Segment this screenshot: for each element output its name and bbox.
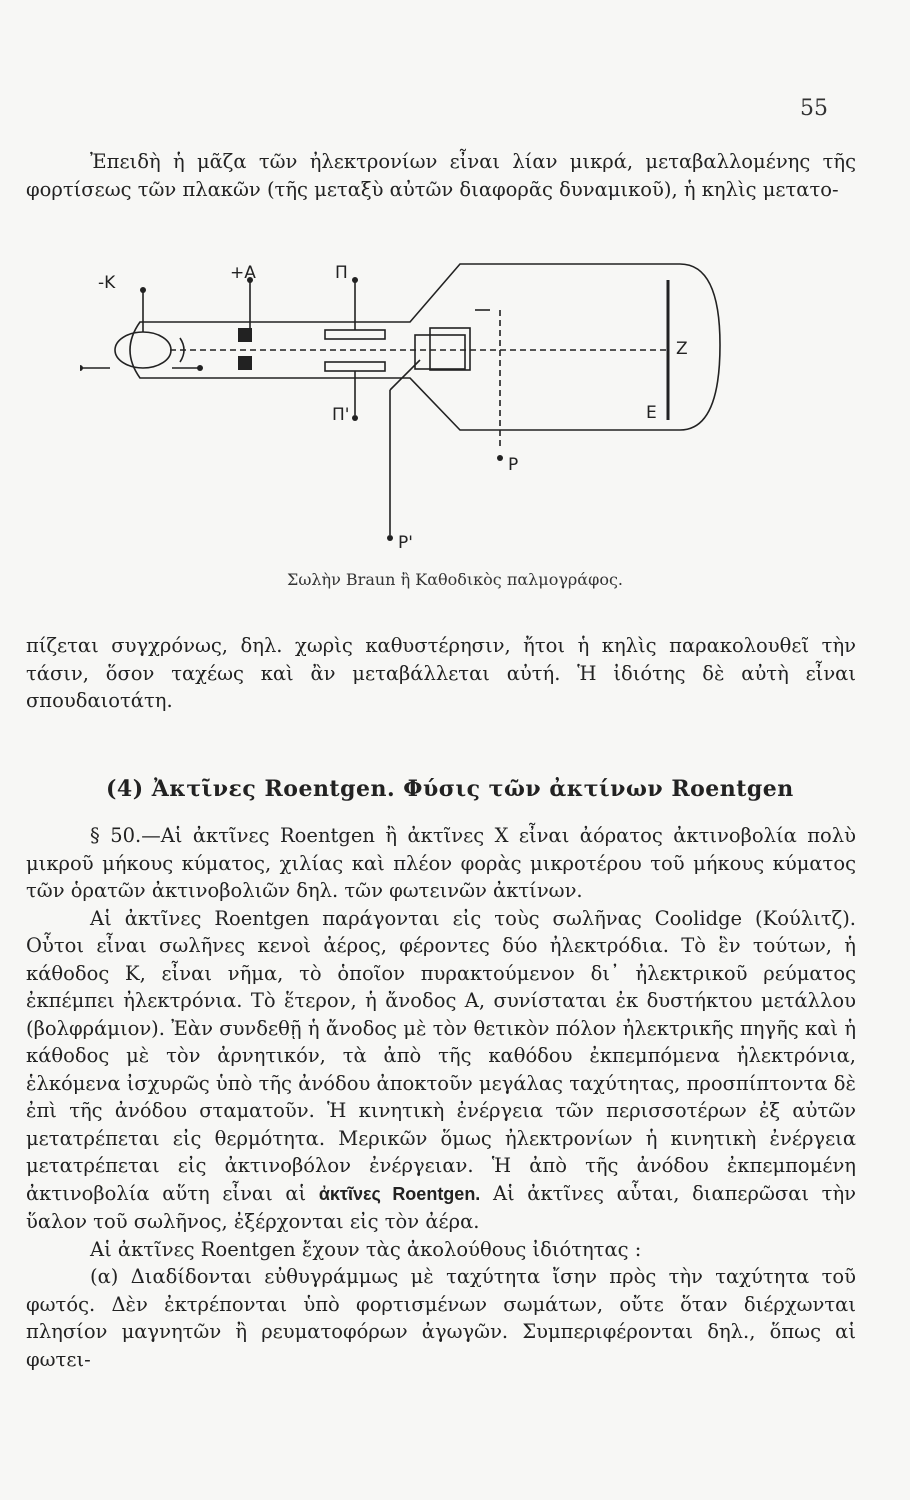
continuation-paragraph: [26, 632, 856, 715]
section-body: [26, 822, 856, 1373]
label-plate-top: Π: [335, 263, 348, 283]
section-heading: (4) Ἀκτῖνες Roentgen. Φύσις τῶν ἀκτίνων Roentgen: [106, 776, 794, 802]
label-p: P: [508, 455, 519, 475]
braun-tube-diagram: [80, 250, 760, 560]
plate-bottom: [325, 362, 385, 371]
section-paragraph-1: § 50.—Αἱ ἀκτῖνες Roentgen ἢ ἀκτῖνες X εἶναι ἀόρατος ἀκτινοβολία πολὺ μικροῦ μήκους κύματος, χιλίας καὶ πλέον φορὰς μικροτέρου τοῦ μήκους κύματος τῶν ὁρατῶν ἀκτινοβολιῶν δηλ. τῶν φωτεινῶν ἀκτίνων.: [26, 824, 856, 902]
label-anode: +A: [230, 263, 256, 283]
label-screen-e: E: [646, 403, 657, 423]
plate-top: [325, 330, 385, 339]
section-paragraph-2: [26, 905, 856, 1236]
cathode-bulb: [115, 332, 171, 368]
caption-after: ἢ Καθοδικὸς παλμογράφος.: [400, 570, 623, 589]
label-screen: Z: [676, 339, 688, 359]
section-paragraph-4: (α) Διαδίδονται εὐθυγράμμως μὲ ταχύτητα ἴσην πρὸς τὴν ταχύτητα τοῦ φωτός. Δὲν ἐκτρέπονται ὑπὸ φορτισμένων σωμάτων, οὔτε ὅταν διέρχωνται πλησίον μαγνητῶν ἢ ρευματοφόρων ἀγωγῶν. Συμπεριφέρονται δηλ., ὅπως αἱ φωτει-: [26, 1265, 856, 1371]
label-p-prime: P': [398, 533, 413, 553]
tube-outline: [130, 264, 720, 430]
caption-before: Σωλὴν: [287, 570, 341, 589]
intro-text: Ἐπειδὴ ἡ μᾶζα τῶν ἠλεκτρονίων εἶναι λίαν μικρά, μεταβαλλομένης τῆς φορτίσεως τῶν πλακῶν (τῆς μεταξὺ αὐτῶν διαφορᾶς δυναμικοῦ), ἡ κηλὶς μετατο-: [26, 150, 856, 201]
figure-caption: [0, 570, 910, 589]
paragraph-2-before: Αἱ ἀκτῖνες Roentgen παράγονται εἰς τοὺς σωλῆνας Coolidge (Κούλιτζ). Οὗτοι εἶναι σωλῆνες κενοὶ ἀέρος, φέροντες δύο ἠλεκτρόδια. Τὸ ἓν τούτων, ἡ κάθοδος Κ, εἶναι νῆμα, τὸ ὁποῖον πυρακτούμενον δι᾽ ἠλεκτρικοῦ ρεύματος ἐκπέμπει ἠλεκτρόνια. Τὸ ἕτερον, ἡ ἄνοδος Α, συνίσταται ἐκ δυστήκτου μετάλλου (βολφράμιον). Ἐὰν συνδεθῇ ἡ ἄνοδος μὲ τὸν θετικὸν πόλον ἠλεκτρικῆς πηγῆς καὶ ἡ κάθοδος μὲ τὸν ἀρνητικόν, τὰ ἀπὸ τῆς καθόδου ἐκπεμπόμενα ἠλεκτρόνια, ἑλκόμενα ἰσχυρῶς ὑπὸ τῆς ἀνόδου ἀποκτοῦν μεγάλας ταχύτητας, προσπίπτοντα δὲ ἐπὶ τῆς ἀνόδου σταματοῦν. Ἡ κινητικὴ ἐνέργεια τῶν περισσοτέρων ἐξ αὐτῶν μετατρέπεται εἰς θερμότητα. Μερικῶν ὅμως ἠλεκτρονίων ἡ κινητικὴ ἐνέργεια μετατρέπεται εἰς ἀκτινοβόλον ἐνέργειαν. Ἡ ἀπὸ τῆς ἀνόδου ἐκπεμπομένη ἀκτινοβολία αὕτη εἶναι αἱ: [26, 906, 856, 1205]
label-cathode: -K: [98, 273, 116, 293]
page-number: 55: [800, 96, 828, 121]
deflect-plates-a: [415, 335, 465, 369]
braun-tube-figure: [80, 250, 760, 560]
caption-name: Braun: [345, 570, 396, 589]
paragraph-2-bold: ἀκτῖνες Roentgen.: [318, 1183, 481, 1204]
intro-paragraph: [26, 148, 856, 203]
continuation-text: πίζεται συγχρόνως, δηλ. χωρὶς καθυστέρησιν, ἤτοι ἡ κηλὶς παρακολουθεῖ τὴν τάσιν, ὅσον ταχέως καὶ ἂν μεταβάλλεται αὐτή. Ἡ ἰδιότης δὲ αὐτὴ εἶναι σπουδαιοτάτη.: [26, 634, 856, 712]
paragraph-2-after: Αἱ ἀκτῖνες αὗται, διαπερῶσαι τὴν ὕαλον τοῦ σωλῆνος, ἐξέρχονται εἰς τὸν ἀέρα.: [26, 1181, 856, 1233]
section-paragraph-3: Αἱ ἀκτῖνες Roentgen ἔχουν τὰς ἀκολούθους ἰδιότητας :: [90, 1237, 642, 1261]
label-plate-bottom: Π': [332, 405, 350, 425]
